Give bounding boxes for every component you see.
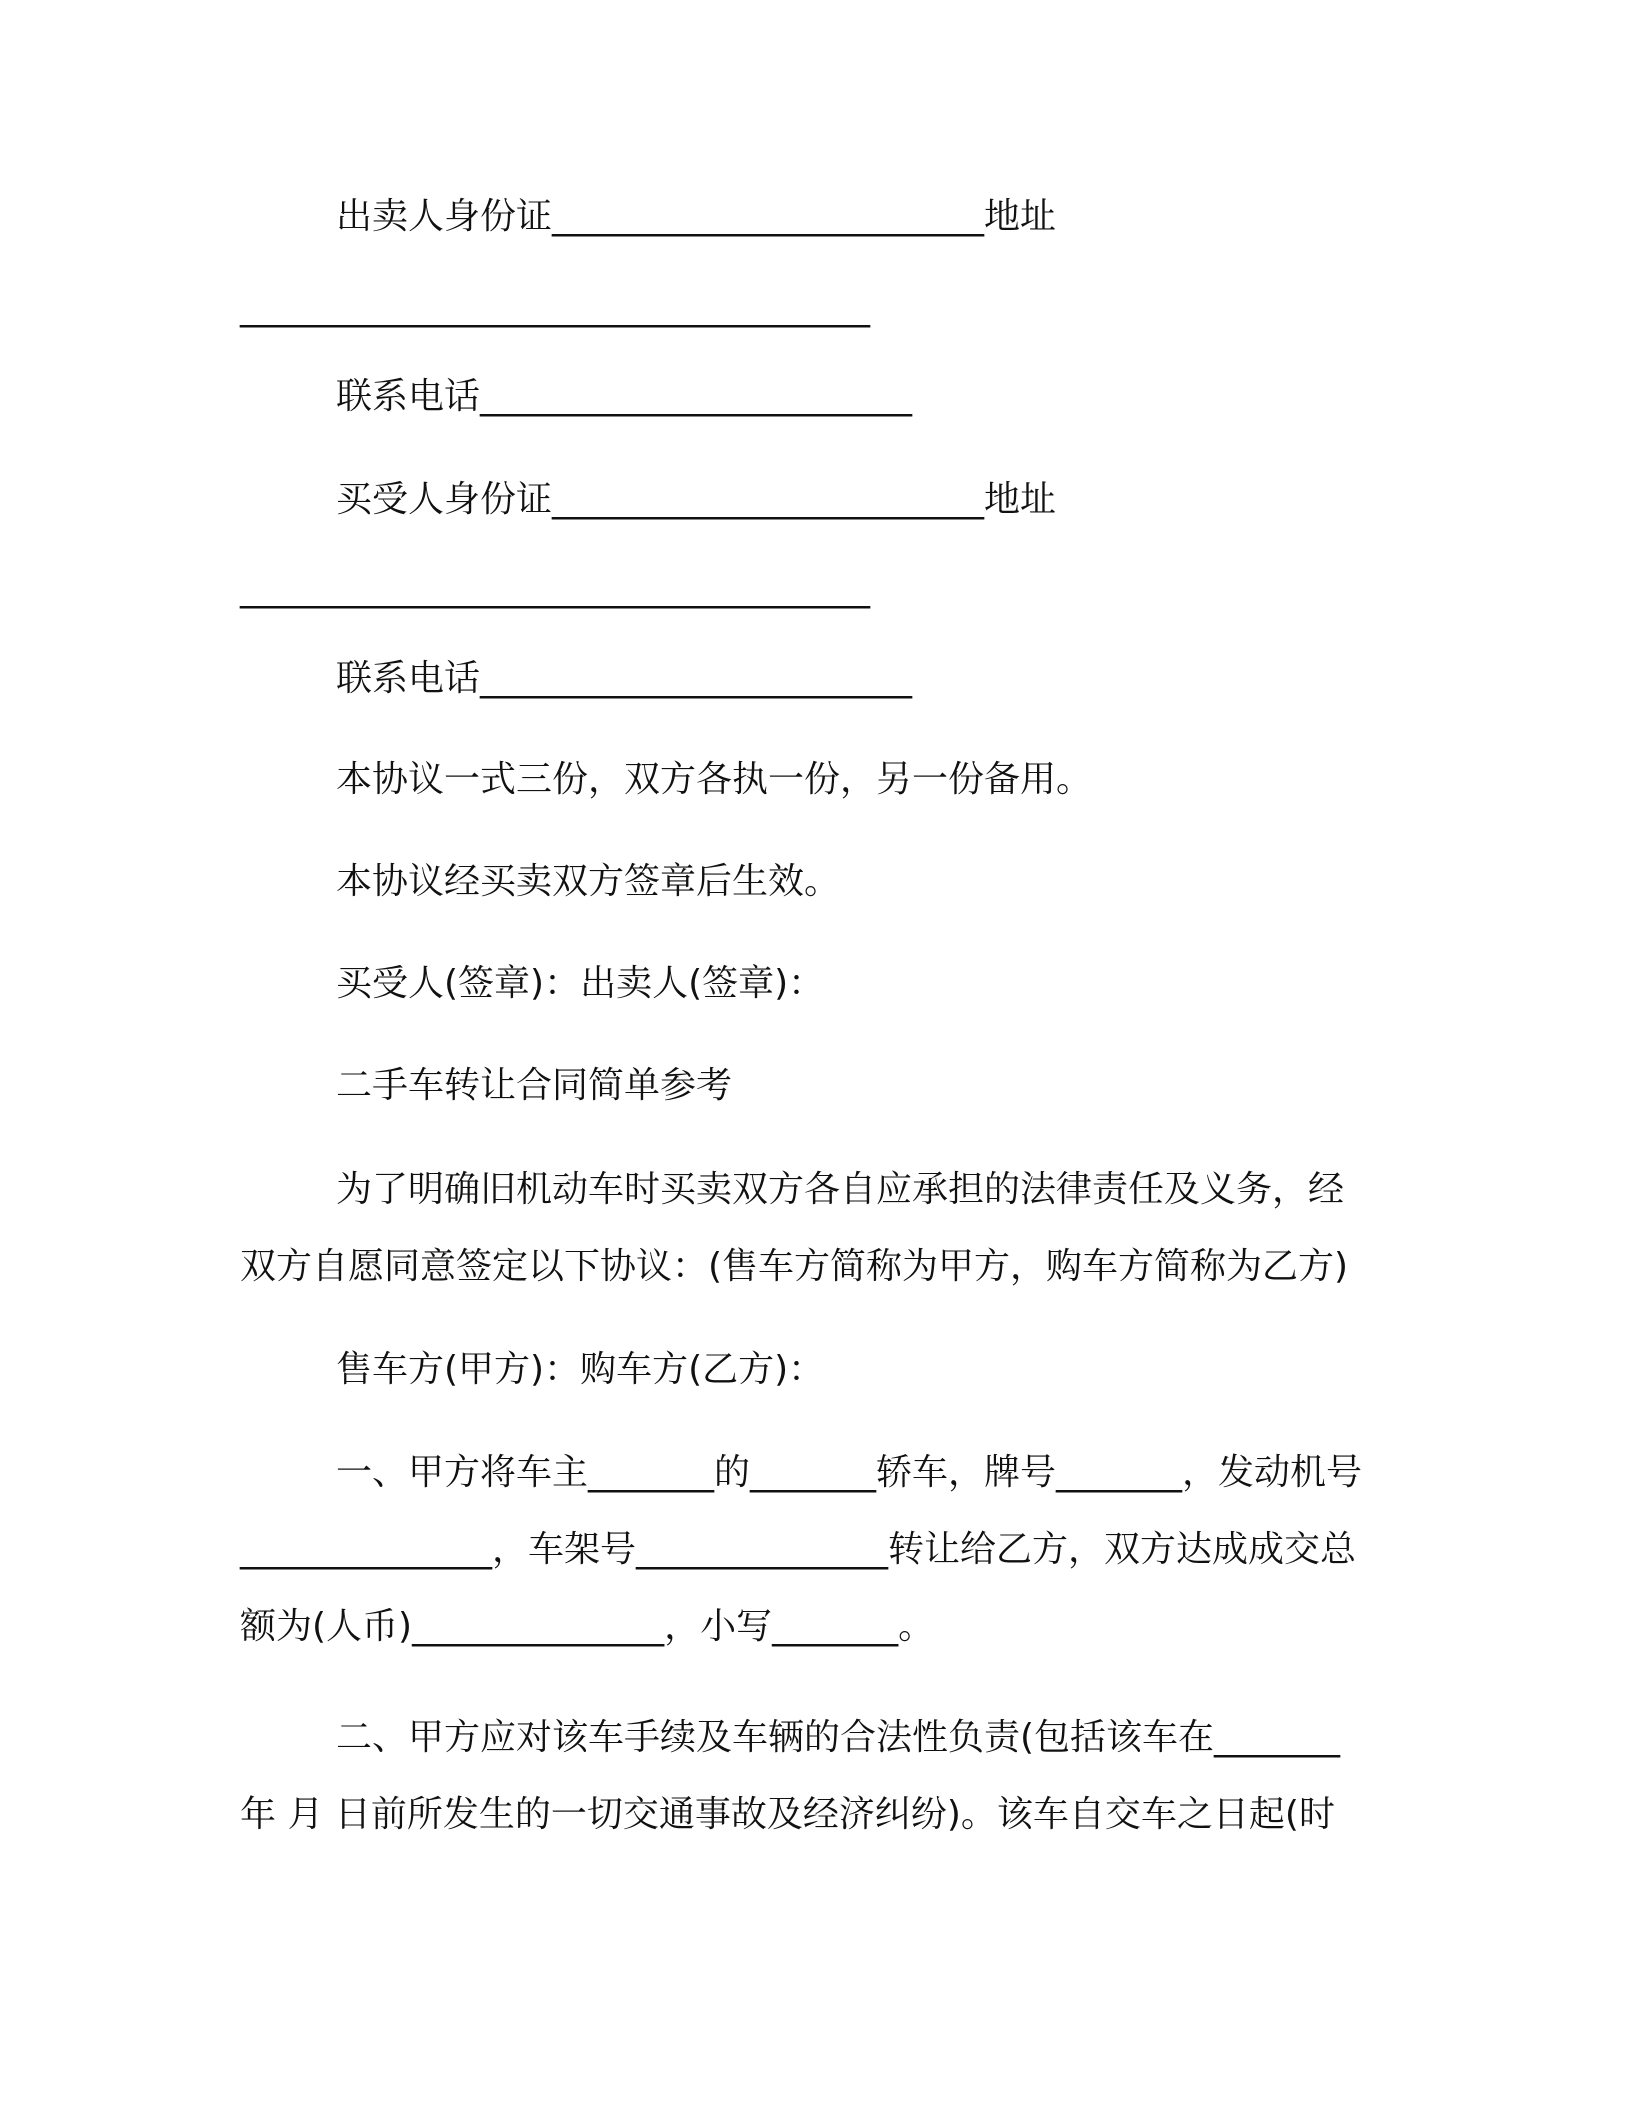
clause-two-line-2: 年 月 日前所发生的一切交通事故及经济纠纷)。该车自交车之日起(时 bbox=[240, 1794, 1335, 1835]
clause-two-line-1: 二、甲方应对该车手续及车辆的合法性负责(包括该车在_______ bbox=[336, 1717, 1341, 1758]
intro-paragraph-line-2: 双方自愿同意签定以下协议：(售车方简称为甲方，购车方简称为乙方) bbox=[240, 1246, 1349, 1287]
clause-one-line-1: 一、甲方将车主_______的_______轿车，牌号_______，发动机号 bbox=[336, 1452, 1363, 1493]
seller-phone-line: 联系电话________________________ bbox=[336, 376, 913, 417]
signature-line: 买受人(签章)：出卖人(签章)： bbox=[336, 963, 825, 1004]
seller-id-address-line: 出卖人身份证________________________地址 bbox=[336, 196, 1057, 237]
seller-address-blank-line: ___________________________________ bbox=[240, 287, 870, 328]
intro-paragraph-line-1: 为了明确旧机动车时买卖双方各自应承担的法律责任及义务，经 bbox=[336, 1169, 1345, 1210]
copies-clause: 本协议一式三份，双方各执一份，另一份备用。 bbox=[336, 759, 1093, 800]
clause-one-line-3: 额为(人币)______________，小写_______。 bbox=[240, 1606, 935, 1647]
effective-clause: 本协议经买卖双方签章后生效。 bbox=[336, 861, 841, 902]
buyer-id-address-line: 买受人身份证________________________地址 bbox=[336, 479, 1057, 520]
parties-line: 售车方(甲方)：购车方(乙方)： bbox=[336, 1349, 825, 1390]
section-title: 二手车转让合同简单参考 bbox=[336, 1065, 733, 1106]
clause-one-line-2: ______________，车架号______________转让给乙方，双方达成成交总 bbox=[240, 1529, 1357, 1570]
buyer-address-blank-line: ___________________________________ bbox=[240, 568, 870, 609]
buyer-phone-line: 联系电话________________________ bbox=[336, 658, 913, 699]
